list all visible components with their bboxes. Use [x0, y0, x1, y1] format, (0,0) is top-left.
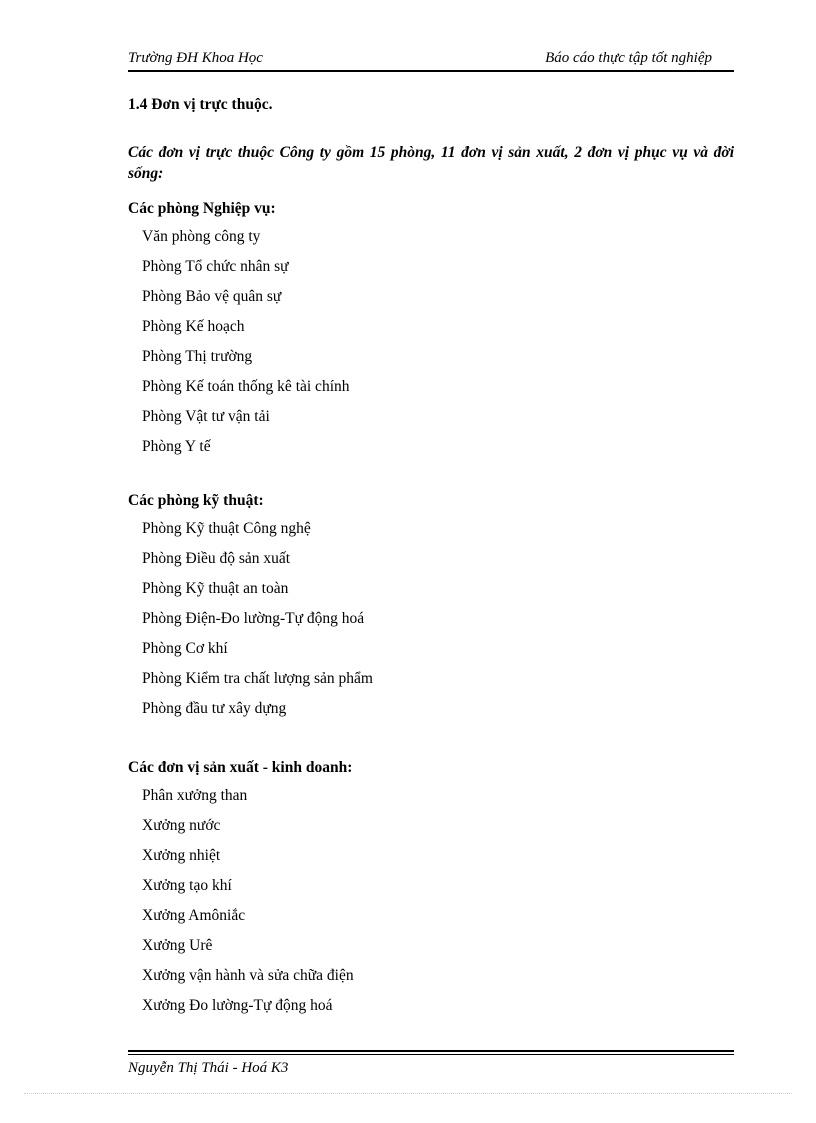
page-edge-divider — [24, 1093, 792, 1094]
list-item: Xưởng vận hành và sửa chữa điện — [142, 967, 354, 984]
list-item: Xưởng Đo lường-Tự động hoá — [142, 997, 333, 1014]
list-item: Phòng Vật tư vận tải — [142, 408, 270, 425]
group-business-departments — [128, 196, 734, 462]
list-item: Phòng Kế hoạch — [142, 318, 245, 335]
group-technical-departments — [128, 488, 734, 724]
list-item: Xưởng nước — [142, 817, 221, 834]
list-item: Xưởng Urê — [142, 937, 213, 954]
list-item: Phòng Kỹ thuật an toàn — [142, 580, 289, 597]
list-item: Phòng Bảo vệ quân sự — [142, 288, 282, 305]
page-content — [128, 93, 734, 1021]
list-item: Văn phòng công ty — [142, 228, 261, 245]
department-list — [128, 514, 734, 724]
group-title: Các đơn vị sản xuất - kinh doanh: — [128, 759, 353, 776]
section-title: 1.4 Đơn vị trực thuộc. — [128, 96, 273, 113]
list-item: Xưởng tạo khí — [142, 877, 232, 894]
header-school: Trường ĐH Khoa Học — [128, 50, 263, 66]
page-header — [128, 48, 734, 72]
list-item: Phòng Điều độ sản xuất — [142, 550, 291, 567]
list-item: Phòng Kế toán thống kê tài chính — [142, 378, 350, 395]
footer-rule — [128, 1050, 734, 1052]
list-item: Phòng đầu tư xây dựng — [142, 700, 287, 717]
list-item: Phòng Điện-Đo lường-Tự động hoá — [142, 610, 365, 627]
list-item: Phòng Cơ khí — [142, 640, 228, 657]
department-list — [128, 222, 734, 462]
list-item: Phòng Kỹ thuật Công nghệ — [142, 520, 311, 537]
list-item: Xưởng nhiệt — [142, 847, 221, 864]
list-item: Phân xưởng than — [142, 787, 248, 804]
group-production-units — [128, 755, 734, 1021]
list-item: Phòng Thị trường — [142, 348, 253, 365]
list-item: Phòng Kiểm tra chất lượng sản phẩm — [142, 670, 373, 687]
footer-author: Nguyễn Thị Thái - Hoá K3 — [128, 1060, 289, 1076]
page-footer — [128, 1050, 734, 1077]
list-item: Phòng Y tế — [142, 438, 211, 455]
unit-list — [128, 781, 734, 1021]
group-title: Các phòng Nghiệp vụ: — [128, 200, 276, 217]
intro-paragraph: Các đơn vị trực thuộc Công ty gồm 15 phòng, 11 đơn vị sản xuất, 2 đơn vị phục vụ và đời sống: — [128, 144, 734, 182]
list-item: Phòng Tổ chức nhân sự — [142, 258, 289, 275]
header-report-title: Báo cáo thực tập tốt nghiệp — [545, 50, 712, 66]
list-item: Xưởng Amôniắc — [142, 907, 246, 924]
group-title: Các phòng kỹ thuật: — [128, 492, 264, 509]
footer-rule-thin — [128, 1054, 734, 1055]
